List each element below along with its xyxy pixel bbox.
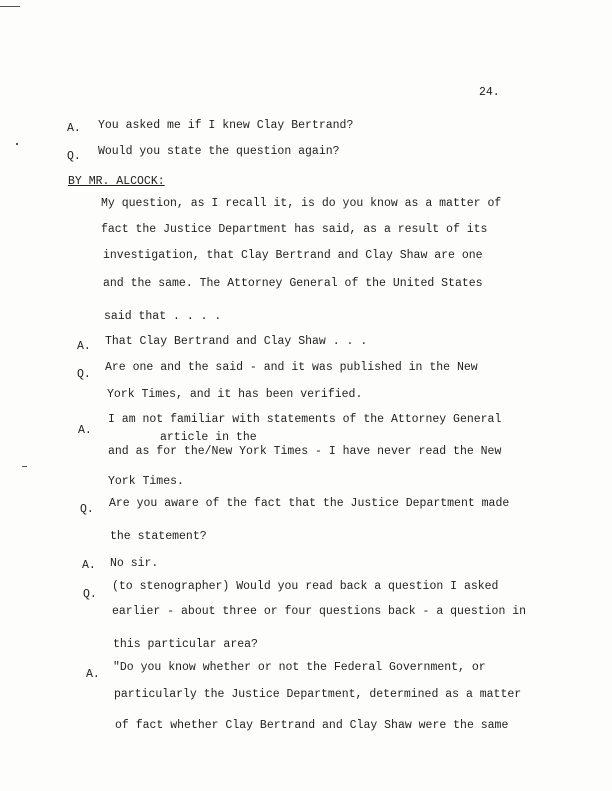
transcript-line: investigation, that Clay Bertrand and Clay Shaw are one	[103, 249, 483, 262]
examiner-heading: BY MR. ALCOCK:	[68, 175, 165, 188]
transcript-line: fact the Justice Department has said, as a result of its	[101, 223, 488, 236]
transcript-line: earlier - about three or four questions back - a question in	[112, 605, 527, 618]
transcript-line: I am not familiar with statements of the Attorney General	[108, 413, 502, 426]
speaker-label: Q.	[83, 588, 97, 601]
transcript-line: Are one and the said - and it was published in the New	[105, 361, 478, 374]
transcript-line: the statement?	[110, 530, 207, 543]
transcript-line: "Do you know whether or not the Federal Government, or	[113, 661, 486, 674]
speaker-label: A.	[67, 122, 81, 135]
page-number: 24.	[479, 86, 500, 99]
scan-mark	[16, 143, 18, 145]
transcript-line: No sir.	[110, 557, 159, 570]
handwritten-insertion: article in the	[160, 431, 257, 444]
transcript-line: and the same. The Attorney General of the United States	[103, 277, 483, 290]
transcript-line: said that . . . .	[104, 310, 222, 323]
transcript-line: Would you state the question again?	[98, 145, 340, 158]
transcript-line: and as for the/New York Times - I have never read the New	[108, 445, 502, 458]
speaker-label: A.	[82, 559, 96, 572]
speaker-label: Q.	[77, 368, 91, 381]
speaker-label: Q.	[67, 150, 81, 163]
transcript-line: particularly the Justice Department, determined as a matter	[114, 688, 522, 701]
transcript-line: this particular area?	[113, 638, 258, 651]
transcript-line: (to stenographer) Would you read back a question I asked	[112, 580, 499, 593]
speaker-label: A.	[78, 424, 92, 437]
transcript-line: of fact whether Clay Bertrand and Clay Shaw were the same	[115, 719, 509, 732]
transcript-line: You asked me if I knew Clay Bertrand?	[98, 119, 354, 132]
transcript-line: My question, as I recall it, is do you know as a matter of	[101, 197, 502, 210]
speaker-label: A.	[77, 340, 91, 353]
transcript-line: Are you aware of the fact that the Justice Department made	[109, 497, 510, 510]
transcript-line: York Times, and it has been verified.	[107, 388, 363, 401]
scan-mark	[0, 6, 20, 7]
transcript-line: That Clay Bertrand and Clay Shaw . . .	[105, 335, 368, 348]
speaker-label: Q.	[80, 503, 94, 516]
speaker-label: A.	[86, 668, 100, 681]
transcript-line: York Times.	[108, 475, 184, 488]
scan-mark	[22, 466, 27, 467]
